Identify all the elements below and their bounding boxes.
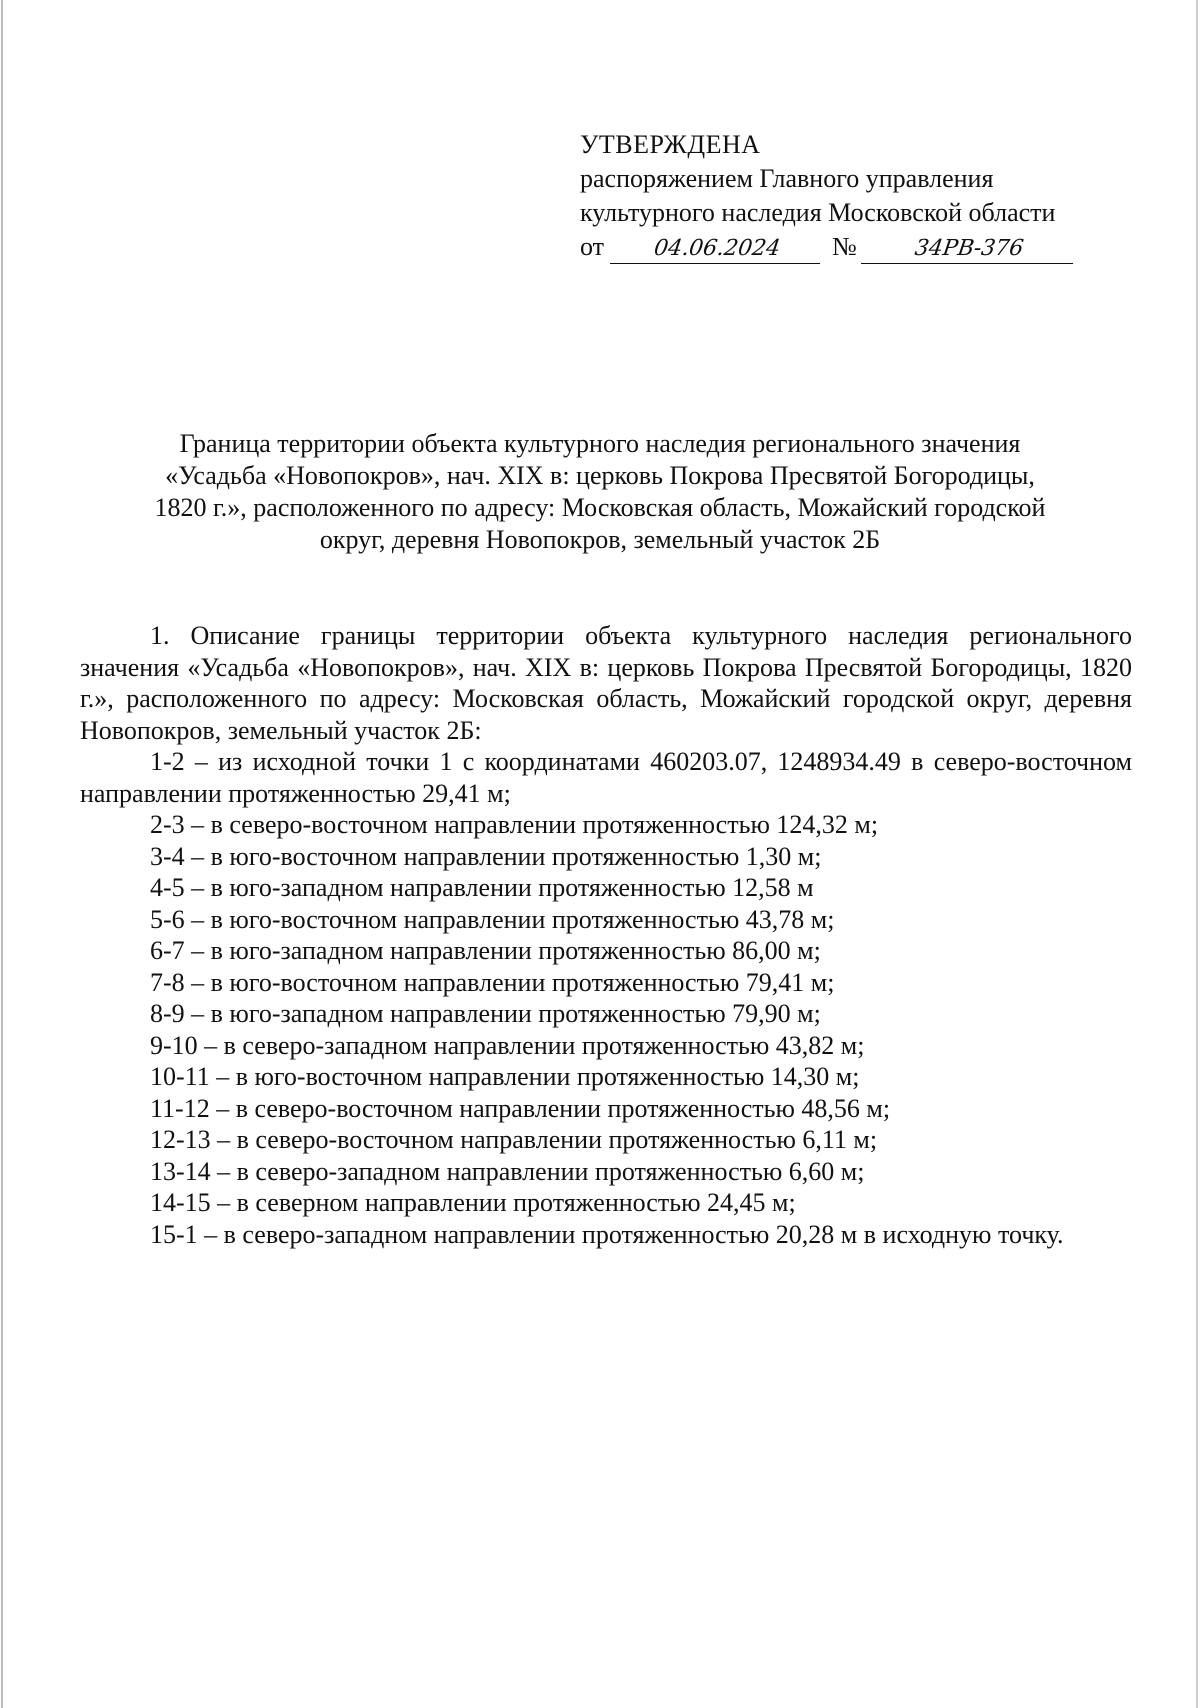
boundary-segment: 5-6 – в юго-восточном направлении протяженностью 43,78 м; xyxy=(150,904,835,934)
approval-line-2: культурного наследия Московской области xyxy=(580,198,1056,227)
boundary-segment: 12-13 – в северо-восточном направлении протяженностью 6,11 м; xyxy=(150,1125,878,1154)
boundary-segment: 9-10 – в северо-западном направлении протяженностью 43,82 м; xyxy=(150,1030,865,1060)
date-prefix: от xyxy=(580,232,605,261)
boundary-segment: 7-8 – в юго-восточном направлении протяженностью 79,41 м; xyxy=(150,967,835,997)
boundary-segment: 8-9 – в юго-западном направлении протяженностью 79,90 м; xyxy=(150,999,821,1028)
boundary-segment: 2-3 – в северо-восточном направлении протяженностью 124,32 м; xyxy=(150,810,879,839)
approval-date-line xyxy=(580,230,1140,264)
scan-edge-left xyxy=(1,0,3,1708)
approval-block xyxy=(580,128,1140,264)
boundary-segment: 14-15 – в северном направлении протяженностью 24,45 м; xyxy=(150,1188,796,1217)
boundary-segment: 1-2 – из исходной точки 1 с координатами 460203.07, 1248934.49 в северо-восточном направлении протяженностью 29,41 м; xyxy=(80,747,1132,808)
boundary-segment: 11-12 – в северо-восточном направлении протяженностью 48,56 м; xyxy=(150,1093,891,1123)
boundary-segment: 10-11 – в юго-восточном направлении протяженностью 14,30 м; xyxy=(150,1062,860,1091)
number-sign: № xyxy=(832,232,857,261)
boundary-segment: 15-1 – в северо-западном направлении протяженностью 20,28 м в исходную точку. xyxy=(150,1219,1064,1249)
title-line-4: округ, деревня Новопокров, земельный участок 2Б xyxy=(319,525,881,554)
section-intro: 1. Описание границы территории объекта культурного наследия регионального значения «Усадьба «Новопокров», нач. XIX в: церковь Покрова Пресвятой Богородицы, 1820 г.», расположенного по адресу: Московская область, Можайский городской округ, деревня Новопокров, земельный участок 2Б: xyxy=(80,621,1132,745)
boundary-segment: 4-5 – в юго-западном направлении протяженностью 12,58 м xyxy=(150,873,814,902)
approval-line-1: распоряжением Главного управления xyxy=(580,164,994,193)
document-title xyxy=(80,428,1120,556)
scan-edge-right xyxy=(1196,0,1198,1708)
boundary-segment: 13-14 – в северо-западном направлении протяженностью 6,60 м; xyxy=(150,1156,865,1186)
boundary-segment: 6-7 – в юго-западном направлении протяженностью 86,00 м; xyxy=(150,936,821,965)
title-line-2: «Усадьба «Новопокров», нач. XIX в: церковь Покрова Пресвятой Богородицы, xyxy=(165,461,1035,490)
boundary-segment: 3-4 – в юго-восточном направлении протяженностью 1,30 м; xyxy=(150,841,822,871)
title-line-1: Граница территории объекта культурного наследия регионального значения xyxy=(179,429,1021,458)
approval-heading: УТВЕРЖДЕНА xyxy=(580,130,761,159)
boundary-description xyxy=(80,620,1132,1250)
title-line-3: 1820 г.», расположенного по адресу: Московская область, Можайский городской xyxy=(154,493,1046,522)
handwritten-number: 34РВ-376 xyxy=(861,235,1077,264)
handwritten-date: 04.06.2024 xyxy=(610,235,824,264)
